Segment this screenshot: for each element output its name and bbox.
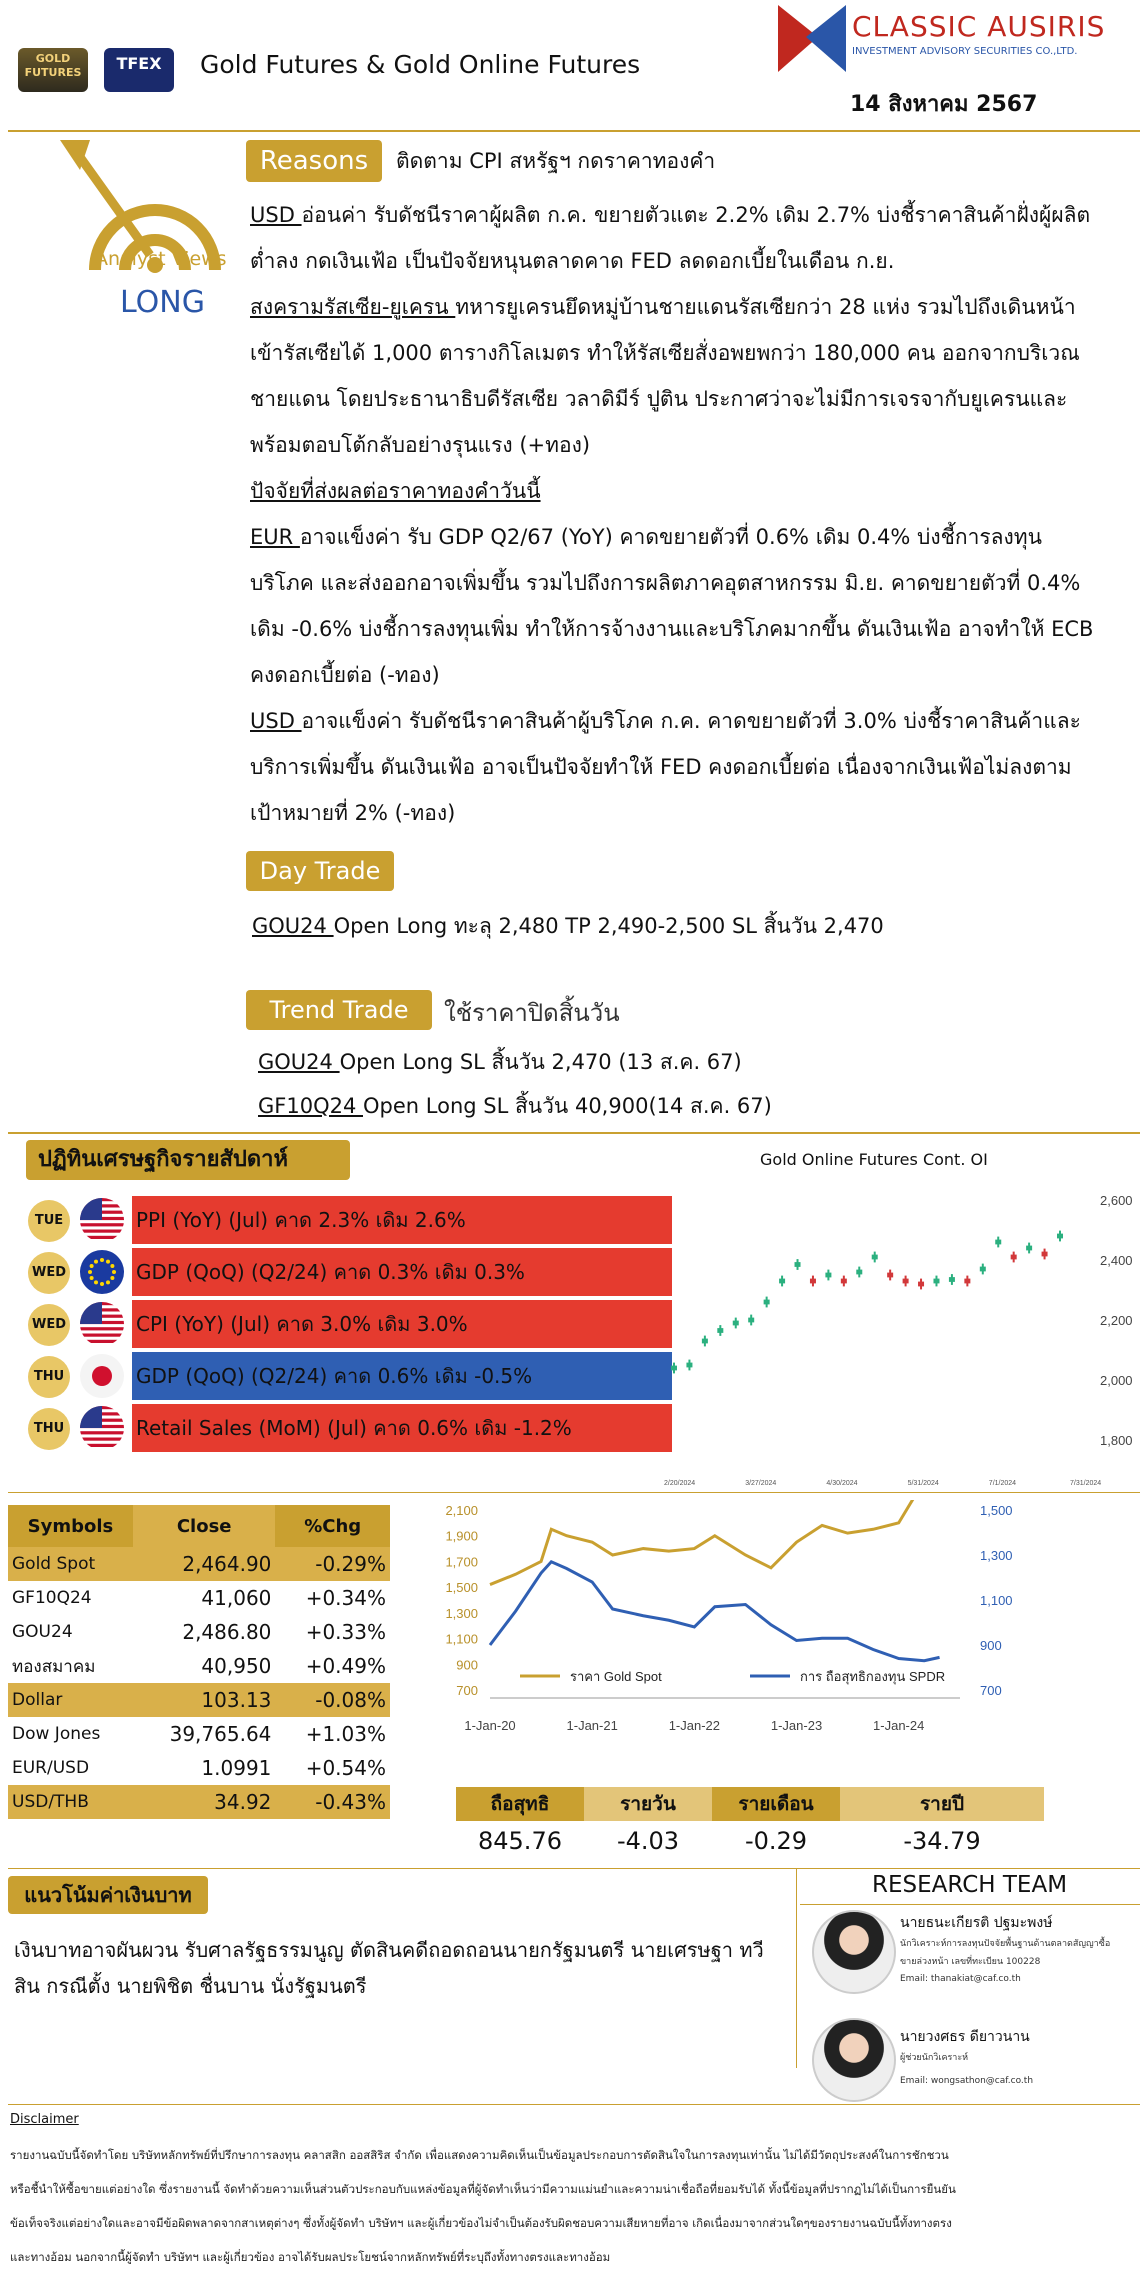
trend-trade-item [258, 1090, 772, 1123]
y-left-tick-label: 1,700 [445, 1554, 478, 1570]
disclaimer-title: Disclaimer [10, 2112, 79, 2127]
gold-futures-logo: GOLD FUTURES [18, 48, 88, 92]
baht-text-line: สิน กรณีตั้ง นายพิชิต ชื่นบาน นั่งรัฐมนตรี [14, 1974, 367, 1998]
member-name: นายวงศธร ดียาวนาน [900, 2029, 1030, 2045]
trend-trade-item [258, 1046, 742, 1079]
header-divider [8, 130, 1140, 132]
member-role: ขายล่วงหน้า เลขที่ทะเบียน 100228 [900, 1957, 1041, 1967]
trend-trade-symbol: GF10Q24 [258, 1094, 363, 1118]
y-right-tick-label: 1,300 [980, 1548, 1013, 1563]
disclaimer-line: และทางอ้อม นอกจากนี้ผู้จัดทำ บริษัทฯ และผู้เกี่ยวข้อง อาจได้รับผลประโยชน์จากหลักทรัพย์ที่ระบุถึงทั้งทางตรงและทางอ้อม [10, 2250, 611, 2264]
jp-flag-icon [80, 1354, 124, 1398]
x-tick-label: 7/31/2024 [1070, 1480, 1102, 1487]
spdr-header: รายเดือน [712, 1787, 840, 1821]
candle-body [1057, 1234, 1063, 1239]
close-cell: 40,950 [133, 1649, 275, 1683]
symbol-cell: GF10Q24 [8, 1581, 133, 1615]
candle-body [717, 1328, 723, 1333]
reasons-body [250, 192, 1140, 836]
baht-badge: แนวโน้มค่าเงินบาท [8, 1876, 208, 1914]
y-right-tick-label: 700 [980, 1683, 1002, 1698]
reasons-text: เข้ารัสเซียได้ 1,000 ตารางกิโลเมตร ทำให้รัสเซียสั่งอพยพกว่า 180,000 คน ออกจากบริเวณ [250, 341, 1080, 365]
calendar-row [28, 1248, 670, 1296]
close-cell: 39,765.64 [133, 1717, 275, 1751]
reasons-badge: Reasons [246, 140, 382, 182]
company-name: CLASSIC AUSIRIS [852, 10, 1106, 43]
y-left-tick-label: 700 [456, 1683, 478, 1698]
candle-body [841, 1279, 847, 1284]
member-name: นายธนะเกียรติ ปฐมะพงษ์ [900, 1915, 1053, 1931]
x-tick-label: 3/27/2024 [745, 1480, 777, 1487]
candle-body [856, 1270, 862, 1275]
legend-label: การ ถือสุทธิกองทุน SPDR [800, 1669, 946, 1684]
disclaimer-line: ข้อเท็จจริงแต่อย่างใดและอาจมีข้อผิดพลาดจากสาเหตุต่างๆ ซึ่งทั้งผู้จัดทำ บริษัทฯ และผู้เกี่ยวข้องไม่จำเป็นต้องรับผิดชอบความเสียหายที่อาจ เกิดเนื่องมาจากส่วนใดๆของรายงานฉบับนี้ทั้งทางตรง [10, 2216, 952, 2230]
chg-cell: -0.08% [275, 1683, 390, 1717]
research-divider [800, 1904, 1140, 1905]
reasons-text: บริการเพิ่มขึ้น ดันเงินเฟ้อ อาจเป็นปัจจัยทำให้ FED คงดอกเบี้ยต่อ เนื่องจากเงินเฟ้อไม่ลงตาม [250, 755, 1072, 779]
table-row [8, 1785, 390, 1819]
reasons-text: ชายแดน โดยประธานาธิบดีรัสเซีย วลาดิมีร์ ปูติน ประกาศว่าจะไม่มีการเจรจากับยูเครนและ [250, 387, 1068, 411]
y-tick-label: 2,400 [1100, 1253, 1133, 1268]
calendar-row [28, 1404, 670, 1452]
close-cell: 1.0991 [133, 1751, 275, 1785]
col-header-close: Close [133, 1505, 275, 1547]
day-trade-symbol: GOU24 [252, 914, 334, 938]
symbol-cell: EUR/USD [8, 1751, 133, 1785]
y-right-tick-label: 1,100 [980, 1593, 1013, 1608]
y-left-tick-label: 1,300 [445, 1605, 478, 1621]
reasons-line [250, 652, 1140, 698]
calendar-day: THU [28, 1356, 70, 1398]
table-row [8, 1717, 390, 1751]
candle-body [872, 1255, 878, 1260]
spdr-header: ถือสุทธิ [456, 1787, 584, 1821]
member-role: ผู้ช่วยนักวิเคราะห์ [900, 2053, 969, 2063]
day-trade-badge: Day Trade [246, 851, 394, 891]
symbol-cell: ทองสมาคม [8, 1649, 133, 1683]
reasons-line [250, 238, 1140, 284]
reasons-line [250, 514, 1140, 560]
close-cell: 103.13 [133, 1683, 275, 1717]
reasons-line [250, 790, 1140, 836]
spdr-value: -34.79 [903, 1827, 981, 1855]
section-divider [8, 1132, 1140, 1134]
report-date: 14 สิงหาคม 2567 [850, 92, 1038, 117]
x-tick-label: 2/20/2024 [664, 1480, 696, 1487]
trend-trade-text: Open Long SL สิ้นวัน 40,900(14 ส.ค. 67) [363, 1094, 772, 1118]
candle-body [1026, 1246, 1032, 1251]
reasons-line [250, 284, 1140, 330]
chg-cell: +0.49% [275, 1649, 390, 1683]
calendar-event: GDP (QoQ) (Q2/24) คาด 0.3% เดิม 0.3% [132, 1248, 672, 1296]
us-flag-icon [80, 1302, 124, 1346]
spdr-value: 845.76 [478, 1827, 562, 1855]
candle-body [702, 1339, 708, 1344]
chart-oi-title: Gold Online Futures Cont. OI [760, 1150, 988, 1169]
candle-body [733, 1321, 739, 1326]
gold-online-futures-chart [660, 1180, 1140, 1490]
candle-body [825, 1273, 831, 1278]
candle-body [748, 1318, 754, 1323]
candle-body [995, 1240, 1001, 1245]
spdr-header: รายวัน [584, 1787, 712, 1821]
baht-text-line: เงินบาทอาจผันผวน รับศาลรัฐธรรมนูญ ตัดสินคดีถอดถอนนายกรัฐมนตรี นายเศรษฐา ทวี [14, 1938, 764, 1962]
y-left-tick-label: 2,100 [445, 1503, 478, 1518]
reasons-line [250, 606, 1140, 652]
reasons-text: พร้อมตอบโต้กลับอย่างรุนแรง (+ทอง) [250, 433, 591, 457]
y-right-tick-label: 1,500 [980, 1503, 1013, 1518]
calendar-title: ปฏิทินเศรษฐกิจรายสัปดาห์ [26, 1140, 350, 1180]
avatar [812, 2018, 896, 2102]
reasons-topic: USD [250, 709, 302, 733]
candle-body [949, 1277, 955, 1282]
calendar-row [28, 1196, 670, 1244]
x-tick-label: 1-Jan-21 [566, 1718, 618, 1733]
x-tick-label: 5/31/2024 [907, 1480, 939, 1487]
candle-body [686, 1363, 692, 1368]
y-tick-label: 2,000 [1100, 1373, 1133, 1388]
candle-body [918, 1282, 924, 1287]
day-trade-line [252, 910, 884, 943]
disclaimer-divider [8, 2104, 1140, 2105]
calendar-row [28, 1352, 670, 1400]
reasons-topic: สงครามรัสเซีย-ยูเครน [250, 295, 456, 319]
calendar-event: CPI (YoY) (Jul) คาด 3.0% เดิม 3.0% [132, 1300, 672, 1348]
table-row [8, 1683, 390, 1717]
x-tick-label: 1-Jan-23 [770, 1718, 823, 1733]
close-cell: 2,486.80 [133, 1615, 275, 1649]
reasons-text: อ่อนค่า รับดัชนีราคาผู้ผลิต ก.ค. ขยายตัวแตะ 2.2% เดิม 2.7% บ่งชี้ราคาสินค้าฝั่งผู้ผลิต [301, 203, 1091, 227]
calendar-event: Retail Sales (MoM) (Jul) คาด 0.6% เดิม -1.2% [132, 1404, 672, 1452]
gold-spot-spdr-chart [430, 1500, 1040, 1770]
table-row [8, 1547, 390, 1581]
series-line-1 [490, 1500, 940, 1585]
x-tick-label: 7/1/2024 [988, 1480, 1017, 1487]
member-email: Email: wongsathon@caf.co.th [900, 2076, 1034, 2086]
close-cell: 34.92 [133, 1785, 275, 1819]
symbol-cell: Dow Jones [8, 1717, 133, 1751]
member-role: นักวิเคราะห์การลงทุนปัจจัยพื้นฐานด้านตลาดสัญญาซื้อ [900, 1939, 1111, 1949]
reasons-text: บริโภค และส่งออกอาจเพิ่มขึ้น รวมไปถึงการผลิตภาคอุตสาหกรรม มิ.ย. คาดขยายตัวที่ 0.4% [250, 571, 1081, 595]
chg-cell: -0.29% [275, 1547, 390, 1581]
reasons-text: ทหารยูเครนยึดหมู่บ้านชายแดนรัสเซียกว่า 28 แห่ง รวมไปถึงเดินหน้า [455, 295, 1076, 319]
y-right-tick-label: 900 [980, 1638, 1002, 1653]
y-tick-label: 1,800 [1100, 1433, 1133, 1448]
reasons-line [250, 560, 1140, 606]
disclaimer-line: หรือชี้นำให้ซื้อขายแต่อย่างใด ซึ่งรายงานนี้ จัดทำด้วยความเห็นส่วนตัวประกอบกับแหล่งข้อมูลที่ผู้จัดทำเห็นว่ามีความแม่นยำและความน่าเชื่อถือที่ยอมรับได้ ทั้งนี้ข้อมูลที่ปรากฏไม่ได้เป็นการยืนยัน [10, 2182, 956, 2196]
candle-body [795, 1262, 801, 1267]
reasons-line [250, 698, 1140, 744]
symbol-cell: Dollar [8, 1683, 133, 1717]
y-left-tick-label: 1,100 [445, 1631, 478, 1647]
y-left-tick-label: 900 [456, 1657, 478, 1673]
disclaimer-text [10, 2138, 1130, 2274]
symbol-cell: GOU24 [8, 1615, 133, 1649]
candle-body [933, 1279, 939, 1284]
candle-body [810, 1279, 816, 1284]
spdr-header: รายปี [840, 1787, 1044, 1821]
trend-trade-note: ใช้ราคาปิดสิ้นวัน [444, 999, 620, 1027]
research-team-title: RESEARCH TEAM [872, 1872, 1068, 1898]
x-tick-label: 1-Jan-20 [464, 1718, 516, 1733]
trend-trade-badge: Trend Trade [246, 990, 432, 1030]
disclaimer-line: รายงานฉบับนี้จัดทำโดย บริษัทหลักทรัพย์ที่ปรึกษาการลงทุน คลาสสิก ออสสิริส จำกัด เพื่อแสดงความคิดเห็นเป็นข้อมูลประกอบการตัดสินใจในการลงทุนเท่านั้น ไม่ได้มีวัตถุประสงค์ในการชักชวน [10, 2148, 949, 2162]
reasons-text: ต่ำลง กดเงินเฟ้อ เป็นปัจจัยหนุนตลาดคาด FED ลดดอกเบี้ยในเดือน ก.ย. [250, 249, 895, 273]
trend-trade-symbol: GOU24 [258, 1050, 340, 1074]
chg-cell: -0.43% [275, 1785, 390, 1819]
x-tick-label: 1-Jan-24 [873, 1718, 925, 1733]
us-flag-icon [80, 1406, 124, 1450]
y-left-tick-label: 1,900 [445, 1528, 478, 1544]
reasons-text: อาจแข็งค่า รับดัชนีราคาสินค้าผู้บริโภค ก.ค. คาดขยายตัวที่ 3.0% บ่งชี้ราคาสินค้าและ [301, 709, 1081, 733]
avatar [812, 1910, 896, 1994]
reasons-text: เดิม -0.6% บ่งชี้การลงทุนเพิ่ม ทำให้การจ้างงานและบริโภคมากขึ้น ดันเงินเฟ้อ อาจทำให้ ECB [250, 617, 1094, 641]
calendar-day: WED [28, 1252, 70, 1294]
candle-body [779, 1279, 785, 1284]
table-row [8, 1751, 390, 1785]
analyst-views-label: Analyst Views [95, 248, 227, 270]
company-logo-icon [778, 0, 848, 75]
table-row [8, 1615, 390, 1649]
x-tick-label: 1-Jan-22 [668, 1718, 721, 1733]
spdr-value: -4.03 [616, 1827, 680, 1855]
reasons-line [250, 192, 1140, 238]
col-header-symbols: Symbols [8, 1505, 133, 1547]
page-title: Gold Futures & Gold Online Futures [200, 50, 641, 79]
candle-body [1042, 1252, 1048, 1257]
calendar-event: PPI (YoY) (Jul) คาด 2.3% เดิม 2.6% [132, 1196, 672, 1244]
reasons-line [250, 330, 1140, 376]
close-cell: 41,060 [133, 1581, 275, 1615]
reasons-line [250, 744, 1140, 790]
trend-trade-text: Open Long SL สิ้นวัน 2,470 (13 ส.ค. 67) [339, 1050, 742, 1074]
calendar-row [28, 1300, 670, 1348]
candle-body [964, 1279, 970, 1284]
baht-text [14, 1932, 794, 2004]
day-trade-text: Open Long ทะลุ 2,480 TP 2,490-2,500 SL สิ้นวัน 2,470 [333, 914, 884, 938]
company-subtitle: INVESTMENT ADVISORY SECURITIES CO.,LTD. [852, 46, 1078, 57]
candle-body [671, 1366, 677, 1371]
close-cell: 2,464.90 [133, 1547, 275, 1581]
member-email: Email: thanakiat@caf.co.th [900, 1974, 1021, 1984]
eu-flag-icon [80, 1250, 124, 1294]
table-row [8, 1649, 390, 1683]
price-table [8, 1505, 390, 1819]
us-flag-icon [80, 1198, 124, 1242]
y-tick-label: 2,600 [1100, 1193, 1133, 1208]
candle-body [764, 1300, 770, 1305]
calendar-day: WED [28, 1304, 70, 1346]
section-divider [8, 1868, 1140, 1869]
symbol-cell: USD/THB [8, 1785, 133, 1819]
candle-body [887, 1273, 893, 1278]
chg-cell: +0.54% [275, 1751, 390, 1785]
reasons-topic: USD [250, 203, 302, 227]
legend-label: ราคา Gold Spot [570, 1669, 662, 1684]
reasons-topic: EUR [250, 525, 300, 549]
col-header-chg: %Chg [275, 1505, 390, 1547]
chg-cell: +0.33% [275, 1615, 390, 1649]
reasons-text: อาจแข็งค่า รับ GDP Q2/67 (YoY) คาดขยายตัวที่ 0.6% เดิม 0.4% บ่งชี้การลงทุน [299, 525, 1042, 549]
table-row [8, 1581, 390, 1615]
reasons-line [250, 468, 1140, 514]
section-divider [8, 1492, 1140, 1493]
reasons-text: คงดอกเบี้ยต่อ (-ทอง) [250, 663, 440, 687]
chg-cell: +1.03% [275, 1717, 390, 1751]
reasons-topic: ปัจจัยที่ส่งผลต่อราคาทองคำวันนี้ [250, 479, 541, 503]
reasons-headline: ติดตาม CPI สหรัฐฯ กดราคาทองคำ [396, 149, 716, 173]
tfex-logo: TFEX [104, 48, 174, 92]
calendar-day: THU [28, 1408, 70, 1450]
calendar-event: GDP (QoQ) (Q2/24) คาด 0.6% เดิม -0.5% [132, 1352, 672, 1400]
reasons-text: เป้าหมายที่ 2% (-ทอง) [250, 801, 456, 825]
candle-body [1011, 1255, 1017, 1260]
reasons-line [250, 422, 1140, 468]
chg-cell: +0.34% [275, 1581, 390, 1615]
x-tick-label: 4/30/2024 [826, 1480, 858, 1487]
candle-body [980, 1267, 986, 1272]
y-tick-label: 2,200 [1100, 1313, 1133, 1328]
analyst-view-long: LONG [120, 285, 205, 320]
y-left-tick-label: 1,500 [445, 1580, 478, 1596]
vertical-divider [796, 1868, 797, 2068]
calendar-day: TUE [28, 1200, 70, 1242]
candle-body [903, 1279, 909, 1284]
spdr-value: -0.29 [744, 1827, 808, 1855]
reasons-line [250, 376, 1140, 422]
series-line-2 [490, 1562, 940, 1661]
symbol-cell: Gold Spot [8, 1547, 133, 1581]
